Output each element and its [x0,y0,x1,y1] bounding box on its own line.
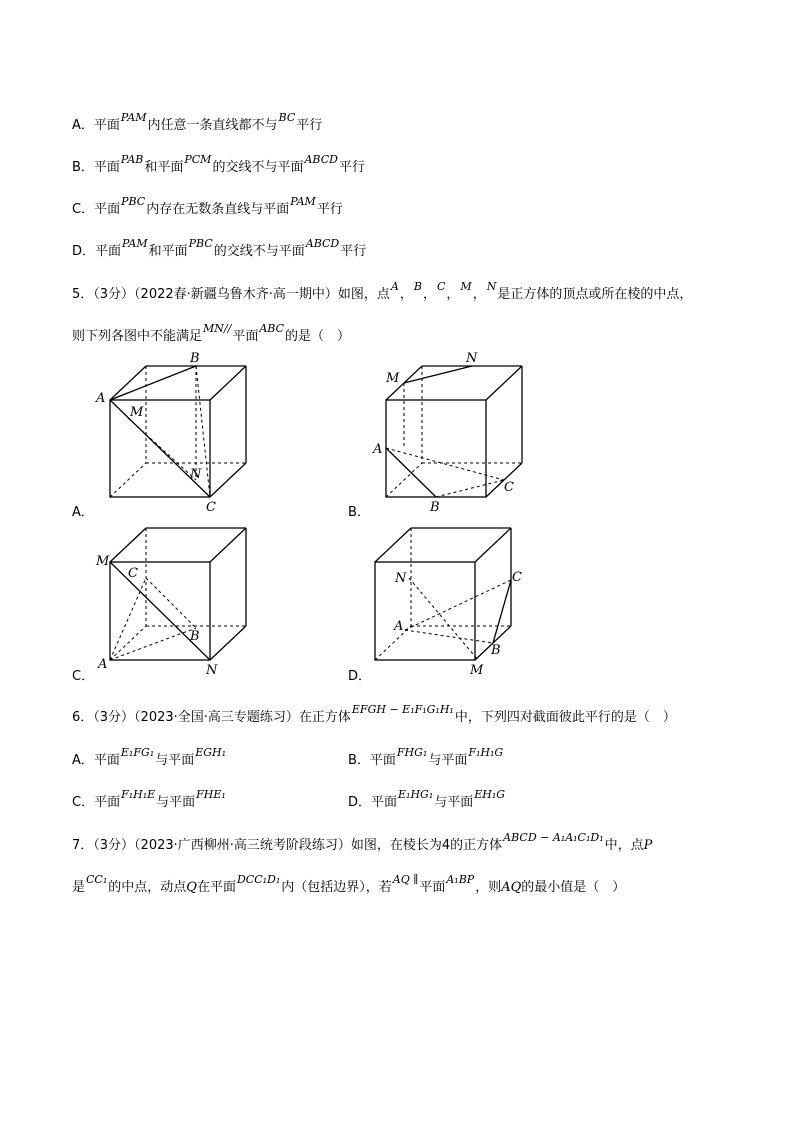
option-text: C．平面 [72,795,121,810]
q6-stem [72,703,676,726]
point-a: A [96,391,106,406]
stem-text: 的是（ ） [285,329,351,344]
q6-option-a [72,746,227,769]
math-expr: AQ ∥ [392,873,419,886]
point-m: M [470,663,484,678]
stem-text: 在平面 [196,880,236,895]
math-expr: M [460,280,472,293]
point-n: N [206,663,218,678]
option-text: D．平面 [72,244,122,259]
q7-stem-line2 [72,873,626,896]
math-var: P [643,838,653,853]
math-expr: ABC [259,322,284,335]
math-expr: E₁HG₁ [398,788,434,801]
figure-d-label: D． [348,669,372,684]
option-text: B．平面 [348,753,396,768]
q6-option-c [72,788,227,811]
option-text: 与平面 [434,795,474,810]
option-text: 内任意一条直线都不与 [147,118,278,133]
math-expr: CC₁ [86,873,108,886]
option-text: C．平面 [72,202,121,217]
figure-b-label: B． [348,505,370,520]
point-b: B [190,629,200,644]
point-n: N [395,571,407,586]
point-b: B [190,351,200,366]
option-text: 的交线不与平面 [213,244,305,259]
math-expr: EH₁G [474,788,506,801]
stem-text: 是 [72,880,86,895]
point-c: C [206,500,216,515]
math-var: AQ [501,880,522,895]
figure-a-label: A． [72,505,94,520]
math-expr: ABCD − A₁A₁C₁D₁ [503,831,604,844]
point-m: M [96,554,110,569]
point-m: M [130,405,144,420]
math-expr: ABCD [304,153,338,166]
point-a: A [373,442,383,457]
math-expr: PBC [121,195,146,208]
stem-text: 中，点 [604,838,644,853]
math-expr: B [413,280,422,293]
stem-text: 的最小值是（ ） [521,880,626,895]
math-expr: F₁H₁G [468,746,504,759]
stem-text: 7．（3分）（2023·广西柳州·高三统考阶段练习）如图，在棱长为4的正方体 [72,838,503,853]
math-expr: E₁FG₁ [120,746,155,759]
stem-text: 5．（3分）（2022春·新疆乌鲁木齐·高一期中）如图，点 [72,287,390,302]
math-expr: PAM [290,195,316,208]
stem-text: 中，下列四对截面彼此平行的是（ ） [454,710,676,725]
math-expr: PAB [120,153,144,166]
math-expr: F₁H₁E [121,788,156,801]
option-text: 与平面 [155,753,195,768]
math-expr: PBC [188,237,213,250]
stem-text: ，则 [475,880,502,895]
math-expr: EFGH − E₁F₁G₁H₁ [351,703,454,716]
stem-text: 内（包括边界），若 [281,880,392,895]
math-expr: ABCD [305,237,340,250]
math-var: Q [186,880,197,895]
option-text: 平行 [340,244,367,259]
option-text: 和平面 [144,160,184,175]
point-n: N [190,467,202,482]
math-expr: DCC₁D₁ [236,873,281,886]
q7-stem-line1 [72,831,653,854]
point-c: C [504,480,514,495]
option-text: A．平面 [72,118,120,133]
option-text: 与平面 [428,753,468,768]
option-text: A．平面 [72,753,120,768]
math-expr: PCM [184,153,212,166]
point-c: C [512,570,522,585]
stem-text: 则下列各图中不能满足 [72,329,203,344]
q6-option-d [348,788,506,811]
math-expr: PAM [122,237,148,250]
option-text: 的交线不与平面 [212,160,304,175]
math-expr: N [486,280,497,293]
math-expr: FHE₁ [196,788,226,801]
option-text: D．平面 [348,795,398,810]
point-n: N [466,351,478,366]
point-b: B [491,643,501,658]
stem-text: 平面 [232,329,259,344]
point-a: A [394,619,404,634]
stem-text: 6．（3分）（2023·全国·高三专题练习）在正方体 [72,710,351,725]
option-text: B．平面 [72,160,120,175]
math-expr: PAM [120,111,147,124]
q6-option-b [348,746,504,769]
point-b: B [430,500,440,515]
stem-text: 的中点，动点 [108,880,187,895]
point-a: A [98,657,108,672]
math-expr: FHG₁ [396,746,428,759]
math-expr: EGH₁ [195,746,227,759]
math-expr: C [436,280,446,293]
option-text: 与平面 [156,795,196,810]
point-c: C [128,566,138,581]
stem-text: 平面 [419,880,446,895]
math-expr: MN// [203,322,232,335]
figure-c-label: C． [72,669,95,684]
math-expr: BC [278,111,296,124]
math-expr: A [390,280,399,293]
q5-stem-line1: 5．（3分）（2022春·新疆乌鲁木齐·高一期中）如图，点$^A$，$^B$，$^C$，$^M$，$^N$是正方体的顶点或所在棱的中点， [72,280,693,302]
option-text: 平行 [296,118,323,133]
option-text: 和平面 [148,244,188,259]
option-text: 平行 [316,202,343,217]
point-m: M [386,371,400,386]
option-text: 内存在无数条直线与平面 [146,202,290,217]
option-text: 平行 [338,160,365,175]
math-expr: A₁BP [446,873,475,886]
stem-text: 是正方体的顶点或所在棱的中点， [497,287,693,302]
